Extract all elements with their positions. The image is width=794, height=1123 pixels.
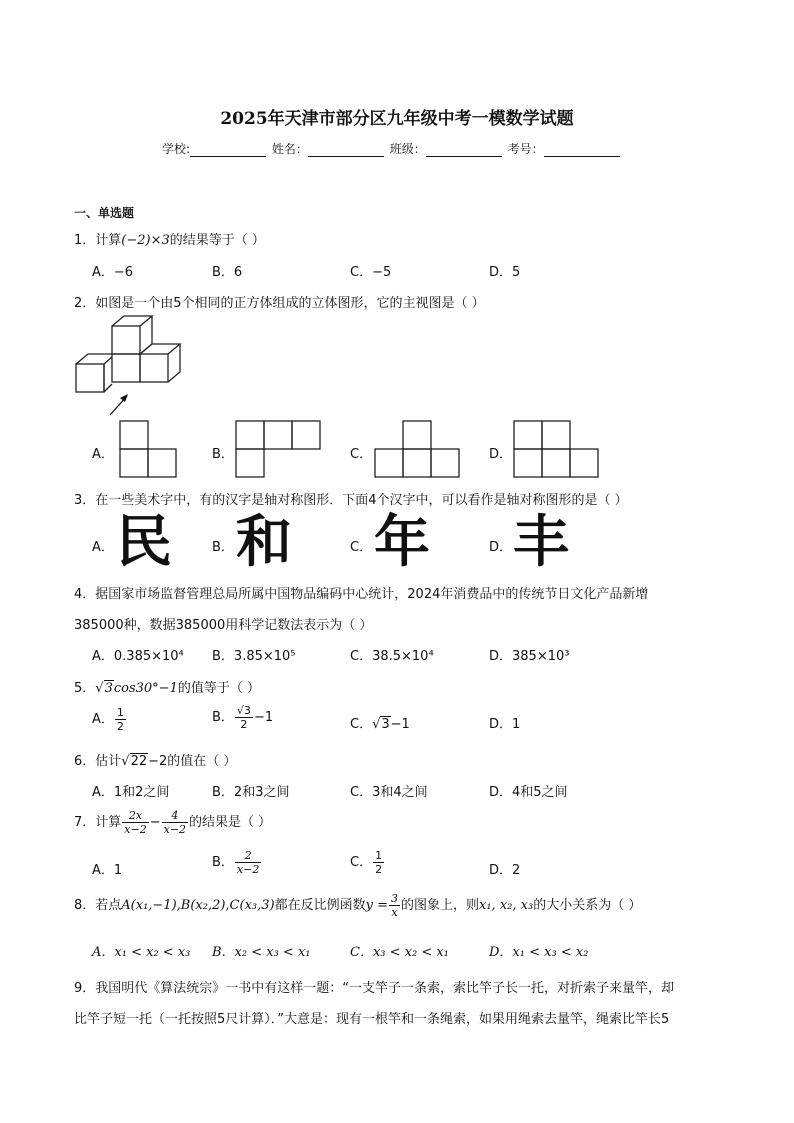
- q8-option-a[interactable]: A．x₁ < x₂ < x₃: [92, 945, 191, 960]
- q7-fraction-1: [122, 809, 148, 836]
- q5-option-b-fraction: [235, 704, 253, 731]
- numerator: 3: [391, 892, 398, 905]
- numerator: 4: [162, 809, 188, 823]
- q5-number: 5．: [74, 681, 96, 696]
- q3-label-b[interactable]: B．: [212, 540, 234, 555]
- q6-option-a[interactable]: A．1和2之间: [92, 785, 170, 800]
- question-6: 6．估计√22−2的值在（ ）: [74, 754, 237, 769]
- q8-text-tail: 的大小关系为（ ）: [533, 898, 642, 913]
- q2-label-a[interactable]: A．: [92, 447, 114, 462]
- numerator: 1: [375, 849, 383, 862]
- q5-option-a-fraction: [115, 706, 126, 733]
- q5-option-b[interactable]: [212, 704, 273, 731]
- q8-text-c: 的图象上，则: [401, 898, 480, 913]
- q5-option-b-tail: −1: [253, 710, 274, 725]
- exam-no-blank[interactable]: [544, 144, 620, 157]
- q5-expression: cos30°−1: [113, 681, 178, 696]
- q3-char-c[interactable]: 年: [374, 510, 430, 575]
- q3-char-b[interactable]: 和: [236, 510, 292, 575]
- denominator: x: [391, 906, 398, 919]
- q6-text-tail: −2的值在（ ）: [148, 754, 237, 769]
- q4-option-d[interactable]: D．385×10³: [489, 649, 570, 664]
- q7-fraction-2: [162, 809, 188, 836]
- question-4-line-1: 4．据国家市场监督管理总局所属中国物品编码中心统计，2024年消费品中的传统节日文化产品新增: [74, 587, 649, 602]
- q2-label-d[interactable]: D．: [489, 447, 513, 462]
- q7-minus: −: [149, 815, 161, 830]
- q6-radicand: 22: [130, 754, 148, 769]
- denominator: x−2: [236, 863, 260, 876]
- q8-option-c[interactable]: C．x₃ < x₂ < x₁: [350, 945, 449, 960]
- question-1: [74, 229, 265, 248]
- q5-option-c-radicand: 3: [381, 717, 390, 732]
- q4-option-c[interactable]: C．38.5×10⁴: [350, 649, 434, 664]
- q3-label-c[interactable]: C．: [350, 540, 373, 555]
- q5-radicand: 3: [104, 681, 113, 696]
- question-3: 3．在一些美术字中，有的汉字是轴对称图形．下面4个汉字中，可以看作是轴对称图形的是（ ）: [74, 493, 628, 508]
- q6-text: 6．估计: [74, 754, 122, 769]
- question-8: [74, 892, 641, 919]
- denominator: x−2: [124, 823, 147, 836]
- q2-option-d-figure[interactable]: [513, 420, 601, 478]
- q3-label-a[interactable]: A．: [92, 540, 114, 555]
- q8-points: A(x₁,−1),B(x₂,2),C(x₃,3): [121, 898, 275, 913]
- q1-option-b[interactable]: B．6: [212, 265, 243, 280]
- q1-option-a[interactable]: A．−6: [92, 265, 134, 280]
- denominator: 2: [240, 718, 248, 731]
- q2-solid-figure: [70, 312, 190, 422]
- q8-function-fraction: [389, 892, 400, 919]
- q8-text: 8．若点: [74, 898, 122, 913]
- q5-option-b-label: B．: [212, 710, 234, 725]
- q7-option-b-label: B．: [212, 855, 234, 870]
- q8-text-b: 都在反比例函数: [274, 898, 366, 913]
- name-blank[interactable]: [308, 144, 384, 157]
- q8-option-b[interactable]: B．x₂ < x₃ < x₁: [212, 945, 311, 960]
- q2-label-b[interactable]: B．: [212, 447, 234, 462]
- class-blank[interactable]: [426, 144, 502, 157]
- q7-text: 7．计算: [74, 815, 122, 830]
- exam-no-label: 考号：: [507, 142, 544, 156]
- numerator: 2: [235, 849, 261, 863]
- q3-char-d[interactable]: 丰: [513, 510, 569, 575]
- q8-variables: x₁, x₂, x₃: [479, 898, 534, 913]
- question-7: [74, 809, 271, 836]
- class-label: 班级：: [389, 142, 426, 156]
- q2-label-c[interactable]: C．: [350, 447, 373, 462]
- q8-option-d[interactable]: D．x₁ < x₃ < x₂: [489, 945, 589, 960]
- q4-option-a[interactable]: A．0.385×10⁴: [92, 649, 184, 664]
- q5-option-d[interactable]: D．1: [489, 717, 521, 732]
- denominator: x−2: [163, 823, 187, 836]
- section-heading: 一、单选题: [74, 206, 135, 220]
- question-4-line-2: 385000种，数据385000用科学记数法表示为（ ）: [74, 618, 373, 633]
- q5-option-c-tail: −1: [390, 717, 410, 732]
- q7-option-c[interactable]: [350, 849, 385, 876]
- q7-text-tail: 的结果是（ ）: [189, 815, 272, 830]
- q7-option-d[interactable]: D．2: [489, 863, 521, 878]
- q2-option-c-figure[interactable]: [374, 420, 462, 478]
- denominator: 2: [116, 720, 124, 733]
- question-5: 5．√3cos30°−1的值等于（ ）: [74, 681, 260, 696]
- question-9-line-2: 比竿子短一托（一托按照5尺计算）．”大意是：现有一根竿和一条绳索，如果用绳索去量竿，绳索比竿长5: [74, 1012, 670, 1027]
- question-2: 2．如图是一个由5个相同的正方体组成的立体图形，它的主视图是（ ）: [74, 296, 485, 311]
- q6-option-b[interactable]: B．2和3之间: [212, 785, 290, 800]
- q6-option-c[interactable]: C．3和4之间: [350, 785, 428, 800]
- q1-option-d[interactable]: D．5: [489, 265, 521, 280]
- q1-option-c[interactable]: C．−5: [350, 265, 392, 280]
- q7-option-c-label: C．: [350, 855, 373, 870]
- q1-expression: (−2)×3: [121, 233, 170, 248]
- numerator: √3: [236, 704, 251, 717]
- q5-option-c[interactable]: C．√3−1: [350, 717, 410, 732]
- q2-option-b-figure[interactable]: [235, 420, 323, 478]
- q6-option-d[interactable]: D．4和5之间: [489, 785, 568, 800]
- q5-option-a-label: A．: [92, 712, 114, 727]
- q7-option-c-fraction: [373, 849, 384, 876]
- student-info-line: [162, 140, 622, 157]
- q3-char-a[interactable]: 民: [116, 510, 172, 575]
- q8-function-lhs: y =: [365, 898, 388, 913]
- q7-option-a[interactable]: A．1: [92, 863, 123, 878]
- q5-option-a[interactable]: [92, 706, 127, 733]
- numerator: 1: [116, 706, 124, 719]
- page-title: 2025年天津市部分区九年级中考一模数学试题: [220, 109, 574, 129]
- q7-option-b[interactable]: [212, 849, 262, 876]
- question-9-line-1: 9．我国明代《算法统宗》一书中有这样一题：“一支竿子一条索，索比竿子长一托，对折索子来量竿，却: [74, 981, 675, 996]
- q7-option-b-fraction: [235, 849, 261, 876]
- school-label: 学校:: [162, 142, 191, 156]
- denominator: 2: [375, 863, 383, 876]
- q1-text-tail: 的结果等于（ ）: [169, 233, 265, 248]
- q3-label-d[interactable]: D．: [489, 540, 513, 555]
- q4-option-b[interactable]: B．3.85×10⁵: [212, 649, 296, 664]
- q5-text-tail: 的值等于（ ）: [177, 681, 260, 696]
- q1-text: 1．计算: [74, 233, 122, 248]
- q2-option-a-figure[interactable]: [119, 420, 177, 478]
- name-label: 姓名：: [271, 142, 308, 156]
- school-blank[interactable]: [190, 144, 266, 157]
- numerator: 2x: [122, 809, 148, 823]
- q5-option-c-label: C．: [350, 717, 373, 732]
